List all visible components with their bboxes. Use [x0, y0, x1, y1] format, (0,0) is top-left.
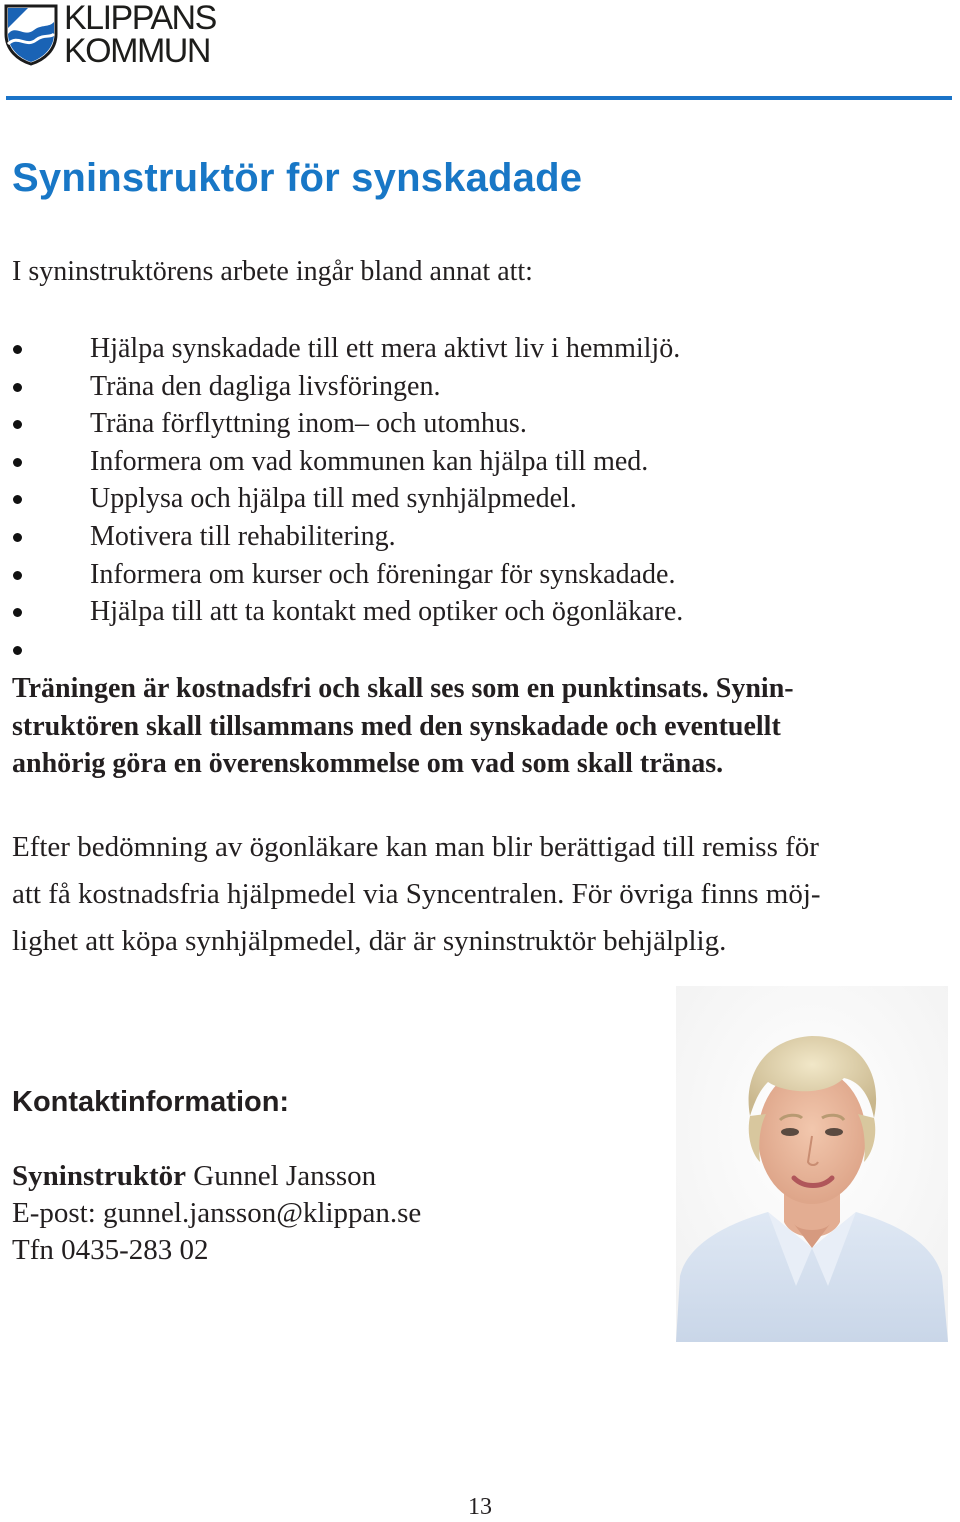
list-item	[12, 443, 912, 481]
referral-line: Efter bedömning av ögonläkare kan man blir berättigad till remiss för	[12, 831, 819, 863]
bullet-icon	[13, 345, 22, 354]
contact-phone: Tfn 0435-283 02	[12, 1234, 209, 1266]
intro-text: I syninstruktörens arbete ingår bland annat att:	[12, 256, 533, 287]
list-item	[12, 368, 912, 406]
list-item-text: Hjälpa till att ta kontakt med optiker och ögonläkare.	[90, 596, 684, 628]
list-item	[12, 330, 912, 368]
logo-wordmark	[64, 2, 216, 68]
bullet-icon	[13, 383, 22, 392]
training-note-line: anhörig göra en överenskommelse om vad som skall tränas.	[12, 748, 724, 779]
bullet-icon	[13, 495, 22, 504]
list-item-text: Informera om kurser och föreningar för synskadade.	[90, 558, 676, 590]
bullet-icon	[13, 533, 22, 542]
list-item	[12, 556, 912, 594]
contact-heading: Kontaktinformation:	[12, 1086, 290, 1118]
page-number: 13	[468, 1494, 492, 1520]
contact-email[interactable]: E-post: gunnel.jansson@klippan.se	[12, 1197, 422, 1229]
list-item-text: Hjälpa synskadade till ett mera aktivt liv i hemmiljö.	[90, 333, 681, 364]
training-note	[12, 670, 932, 783]
contact-name: Gunnel Jansson	[193, 1160, 377, 1192]
logo-line-2: KOMMUN	[64, 32, 210, 70]
page-title: Syninstruktör för synskadade	[12, 156, 583, 200]
referral-paragraph	[12, 824, 942, 965]
list-item-text: Träna förflyttning inom– och utomhus.	[90, 408, 527, 440]
list-item-text: Informera om vad kommunen kan hjälpa till med.	[90, 445, 649, 477]
contact-photo	[676, 986, 948, 1342]
list-item	[12, 405, 912, 443]
page-header	[0, 0, 960, 104]
portrait-image	[676, 986, 948, 1342]
list-item	[12, 631, 912, 669]
header-divider	[6, 96, 952, 100]
training-note-line: struktören skall tillsammans med den synskadade och eventuellt	[12, 710, 781, 742]
bullet-icon	[13, 646, 22, 655]
list-item	[12, 480, 912, 518]
bullet-icon	[13, 458, 22, 467]
contact-name-line	[12, 1158, 421, 1195]
contact-block	[12, 1158, 421, 1269]
list-item-text: Träna den dagliga livsföringen.	[90, 370, 441, 402]
logo-line-1: KLIPPANS	[64, 0, 216, 37]
list-item	[12, 518, 912, 556]
list-item-text: Upplysa och hjälpa till med synhjälpmedel.	[90, 483, 577, 515]
bullet-icon	[13, 420, 22, 429]
klippan-logo-icon	[4, 4, 58, 66]
bullet-icon	[13, 608, 22, 617]
training-note-line: Träningen är kostnadsfri och skall ses som en punktinsats. Synin-	[12, 673, 794, 704]
referral-line: att få kostnadsfria hjälpmedel via Syncentralen. För övriga finns möj-	[12, 878, 821, 910]
task-list	[12, 330, 912, 668]
list-item-text: Motivera till rehabilitering.	[90, 520, 396, 552]
list-item	[12, 593, 912, 631]
referral-line: lighet att köpa synhjälpmedel, där är syninstruktör behjälplig.	[12, 925, 727, 957]
contact-role: Syninstruktör	[12, 1160, 187, 1192]
bullet-icon	[13, 571, 22, 580]
